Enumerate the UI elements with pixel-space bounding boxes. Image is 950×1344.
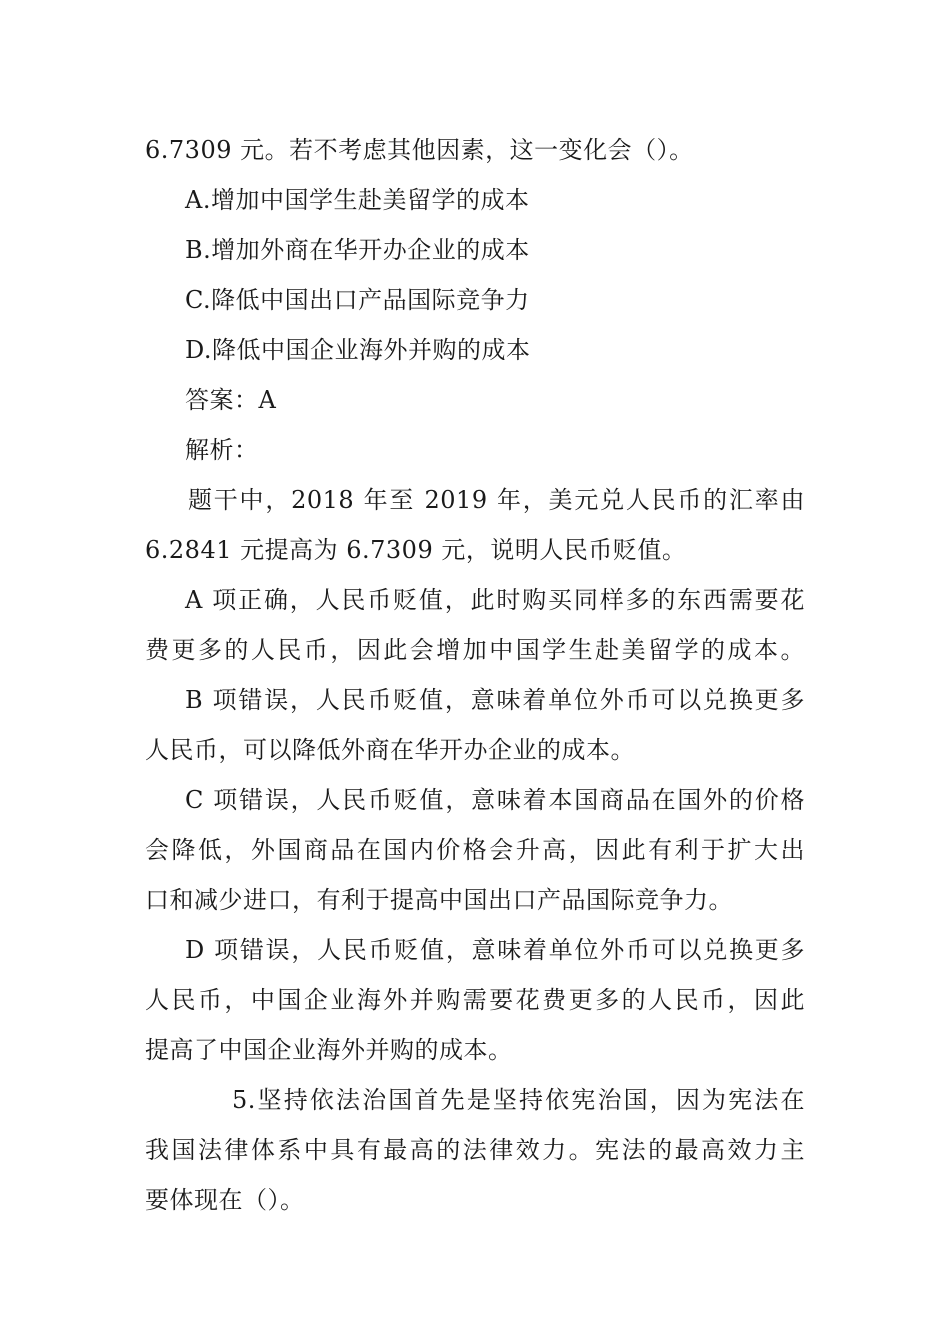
analysis-d-line-3: 提高了中国企业海外并购的成本。 [145,1036,513,1064]
analysis-c-line-1: C 项错误，人民币贬值，意味着本国商品在国外的价格 [185,786,805,814]
analysis-label: 解析： [185,436,259,464]
analysis-intro-line-1: 题干中，2018 年至 2019 年，美元兑人民币的汇率由 [188,486,805,514]
next-question-line-1: 5.坚持依法治国首先是坚持依宪治国，因为宪法在 [232,1086,805,1114]
analysis-b-line-1: B 项错误，人民币贬值，意味着单位外币可以兑换更多 [185,686,805,714]
analysis-c-line-3: 口和减少进口，有利于提高中国出口产品国际竞争力。 [145,886,733,914]
analysis-c-line-2: 会降低，外国商品在国内价格会升高，因此有利于扩大出 [145,836,805,864]
analysis-d-line-1: D 项错误，人民币贬值，意味着单位外币可以兑换更多 [185,936,805,964]
next-question-line-2: 我国法律体系中具有最高的法律效力。宪法的最高效力主 [145,1136,805,1164]
analysis-d-line-2: 人民币，中国企业海外并购需要花费更多的人民币，因此 [145,986,805,1014]
analysis-a-line-2: 费更多的人民币，因此会增加中国学生赴美留学的成本。 [145,636,805,664]
option-a: A.增加中国学生赴美留学的成本 [185,186,530,214]
analysis-intro-line-2: 6.2841 元提高为 6.7309 元，说明人民币贬值。 [145,536,687,564]
question-tail: 6.7309 元。若不考虑其他因素，这一变化会（）。 [145,136,694,164]
analysis-b-line-2: 人民币，可以降低外商在华开办企业的成本。 [145,736,635,764]
option-b: B.增加外商在华开办企业的成本 [185,236,530,264]
option-d: D.降低中国企业海外并购的成本 [185,336,531,364]
option-c: C.降低中国出口产品国际竞争力 [185,286,530,314]
next-question-line-3: 要体现在（）。 [145,1186,305,1214]
analysis-a-line-1: A 项正确，人民币贬值，此时购买同样多的东西需要花 [185,586,805,614]
answer-line: 答案：A [185,386,277,414]
